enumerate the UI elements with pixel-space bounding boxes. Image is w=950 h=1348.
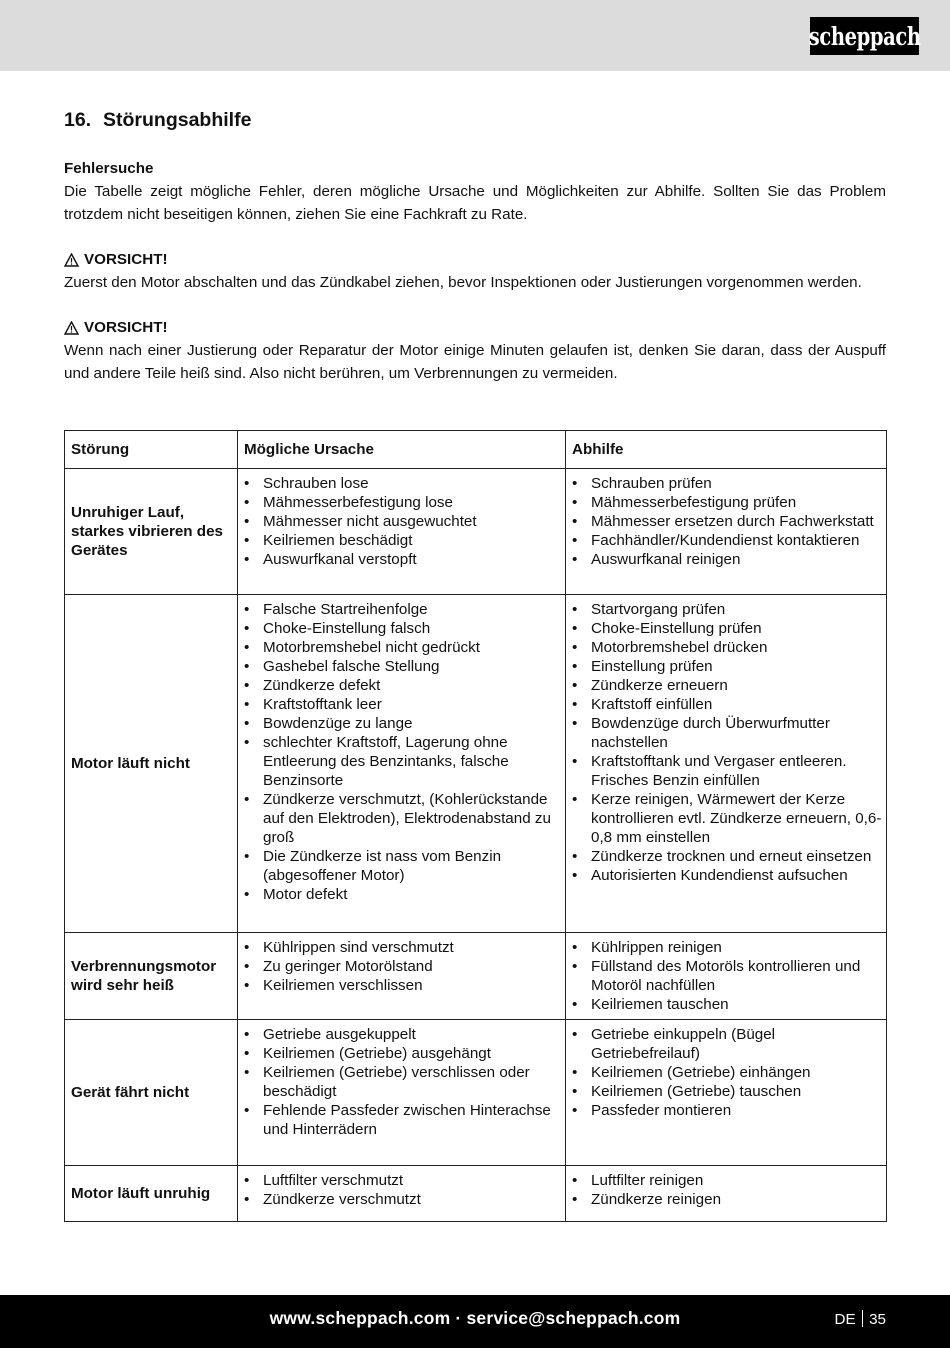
list-item: • Kühlrippen sind verschmutzt: [263, 938, 561, 957]
list-item: • Auswurfkanal reinigen: [591, 550, 882, 569]
footer-contact: www.scheppach.com · service@scheppach.com: [269, 1308, 681, 1328]
list-item: • Bowdenzüge durch Überwurfmutter nachstellen: [591, 714, 882, 752]
problem-cell: Motor läuft nicht: [65, 595, 238, 933]
divider: [862, 1310, 864, 1327]
list-item: • Kraftstoff einfüllen: [591, 695, 882, 714]
table-row: [65, 1020, 887, 1166]
language-code: DE: [834, 1311, 856, 1328]
list-item: • Fachhändler/Kundendienst kontaktieren: [591, 531, 882, 550]
cause-list: [238, 1020, 565, 1139]
list-item: • Kerze reinigen, Wärmewert der Kerze kontrollieren evtl. Zündkerze erneuern, 0,6-0,8 mm einstellen: [591, 790, 882, 847]
remedy-list: [566, 933, 886, 1014]
remedy-cell: [566, 469, 887, 595]
list-item: • Getriebe ausgekuppelt: [263, 1025, 561, 1044]
list-item: • Keilriemen (Getriebe) ausgehängt: [263, 1044, 561, 1063]
list-item: • Auswurfkanal verstopft: [263, 550, 561, 569]
header-band: [0, 0, 950, 71]
warning-text: Zuerst den Motor abschalten und das Zündkabel ziehen, bevor Inspektionen oder Justierungen vorgenommen werden.: [64, 274, 862, 291]
column-header-remedy: Abhilfe: [566, 431, 887, 469]
cause-cell: [238, 933, 566, 1020]
page-value: 35: [869, 1311, 886, 1328]
list-item: • Zündkerze defekt: [263, 676, 561, 695]
list-item: • Keilriemen (Getriebe) verschlissen oder beschädigt: [263, 1063, 561, 1101]
list-item: • Motorbremshebel nicht gedrückt: [263, 638, 561, 657]
list-item: • Zündkerze erneuern: [591, 676, 882, 695]
remedy-cell: [566, 933, 887, 1020]
list-item: • Keilriemen verschlissen: [263, 976, 561, 995]
warning-heading: VORSICHT!: [64, 316, 886, 339]
list-item: • Kraftstofftank leer: [263, 695, 561, 714]
problem-cell: Verbrennungsmotor wird sehr heiß: [65, 933, 238, 1020]
troubleshooting-table: [64, 430, 887, 1222]
list-item: • Mähmesserbefestigung lose: [263, 493, 561, 512]
list-item: • Die Zündkerze ist nass vom Benzin (abgesoffener Motor): [263, 847, 561, 885]
list-item: • Mähmesserbefestigung prüfen: [591, 493, 882, 512]
cause-cell: [238, 1020, 566, 1166]
list-item: • Füllstand des Motoröls kontrollieren und Motoröl nachfüllen: [591, 957, 882, 995]
table-header-row: [65, 431, 887, 469]
cause-list: [238, 933, 565, 995]
list-item: • Passfeder montieren: [591, 1101, 882, 1120]
section-title: Störungsabhilfe: [103, 109, 252, 131]
list-item: • Kraftstofftank und Vergaser entleeren. Frisches Benzin einfüllen: [591, 752, 882, 790]
remedy-list: [566, 469, 886, 569]
list-item: • Keilriemen tauschen: [591, 995, 882, 1014]
problem-cell: Gerät fährt nicht: [65, 1020, 238, 1166]
remedy-cell: [566, 1166, 887, 1222]
list-item: • Getriebe einkuppeln (Bügel Getriebefreilauf): [591, 1025, 882, 1063]
section-heading: [64, 108, 886, 132]
list-item: • Choke-Einstellung prüfen: [591, 619, 882, 638]
list-item: • Zündkerze reinigen: [591, 1190, 882, 1209]
list-item: • Keilriemen (Getriebe) einhängen: [591, 1063, 882, 1082]
scheppach-logo: scheppach: [810, 17, 919, 55]
remedy-list: [566, 595, 886, 885]
list-item: • Luftfilter verschmutzt: [263, 1171, 561, 1190]
list-item: • Motorbremshebel drücken: [591, 638, 882, 657]
remedy-list: [566, 1020, 886, 1120]
table-row: [65, 469, 887, 595]
list-item: • Zündkerze trocknen und erneut einsetzen: [591, 847, 882, 866]
list-item: • Gashebel falsche Stellung: [263, 657, 561, 676]
subheading: Fehlersuche: [64, 160, 154, 177]
warning-heading: VORSICHT!: [64, 248, 886, 271]
warning-triangle-icon: [64, 253, 79, 267]
section-number: 16.: [64, 109, 92, 131]
list-item: • Autorisierten Kundendienst aufsuchen: [591, 866, 882, 885]
remedy-cell: [566, 1020, 887, 1166]
problem-cell: Unruhiger Lauf, starkes vibrieren des Gerätes: [65, 469, 238, 595]
table-row: [65, 1166, 887, 1222]
cause-list: [238, 595, 565, 904]
list-item: • Zu geringer Motorölstand: [263, 957, 561, 976]
list-item: • Fehlende Passfeder zwischen Hinterachse und Hinterrädern: [263, 1101, 561, 1139]
list-item: • Schrauben prüfen: [591, 474, 882, 493]
warning-triangle-icon: [64, 321, 79, 335]
list-item: • Zündkerze verschmutzt: [263, 1190, 561, 1209]
remedy-list: [566, 1166, 886, 1209]
list-item: • Choke-Einstellung falsch: [263, 619, 561, 638]
page-number: [834, 1310, 886, 1328]
cause-list: [238, 469, 565, 569]
footer: [0, 1295, 950, 1348]
list-item: • Keilriemen (Getriebe) tauschen: [591, 1082, 882, 1101]
list-item: • Falsche Startreihenfolge: [263, 600, 561, 619]
cause-cell: [238, 1166, 566, 1222]
cause-cell: [238, 469, 566, 595]
list-item: • Motor defekt: [263, 885, 561, 904]
list-item: • Mähmesser nicht ausgewuchtet: [263, 512, 561, 531]
column-header-cause: Mögliche Ursache: [238, 431, 566, 469]
column-header-problem: Störung: [65, 431, 238, 469]
cause-cell: [238, 595, 566, 933]
list-item: • Keilriemen beschädigt: [263, 531, 561, 550]
list-item: • Bowdenzüge zu lange: [263, 714, 561, 733]
cause-list: [238, 1166, 565, 1209]
list-item: • Schrauben lose: [263, 474, 561, 493]
list-item: • Einstellung prüfen: [591, 657, 882, 676]
table-row: [65, 933, 887, 1020]
list-item: • Startvorgang prüfen: [591, 600, 882, 619]
list-item: • Mähmesser ersetzen durch Fachwerkstatt: [591, 512, 882, 531]
problem-cell: Motor läuft unruhig: [65, 1166, 238, 1222]
list-item: • Luftfilter reinigen: [591, 1171, 882, 1190]
warning-text: Wenn nach einer Justierung oder Reparatur der Motor einige Minuten gelaufen ist, denken Sie daran, dass der Auspuff und andere Teile heiß sind. Also nicht berühren, um Verbrennungen zu vermeiden.: [64, 342, 886, 382]
table-row: [65, 595, 887, 933]
content: [64, 108, 886, 385]
intro-paragraph: Die Tabelle zeigt mögliche Fehler, deren mögliche Ursache und Möglichkeiten zur Abhilfe. Sollten Sie das Problem trotzdem nicht beseitigen können, ziehen Sie eine Fachkraft zu Rate.: [64, 183, 886, 223]
list-item: • schlechter Kraftstoff, Lagerung ohne Entleerung des Benzintanks, falsche Benzinsorte: [263, 733, 561, 790]
list-item: • Zündkerze verschmutzt, (Kohlerückstande auf den Elektroden), Elektrodenabstand zu groß: [263, 790, 561, 847]
remedy-cell: [566, 595, 887, 933]
list-item: • Kühlrippen reinigen: [591, 938, 882, 957]
